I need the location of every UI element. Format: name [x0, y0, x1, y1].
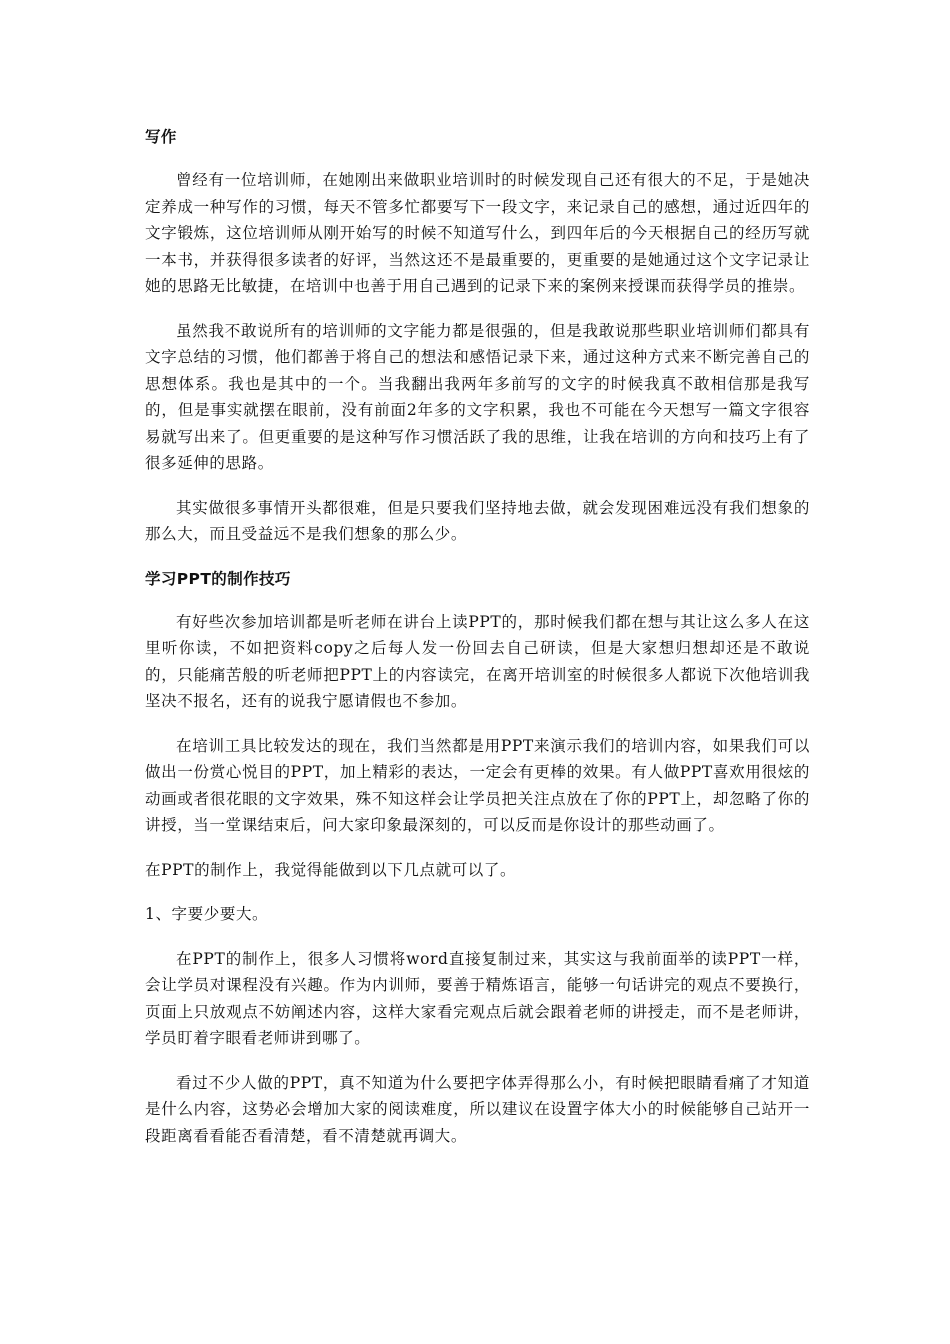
section-heading-writing: 写作 [145, 128, 177, 146]
paragraph: 曾经有一位培训师，在她刚出来做职业培训时的时候发现自己还有很大的不足，于是她决定养成一种写作的习惯，每天不管多忙都要写下一段文字，来记录自己的感想，通过近四年的文字锻炼，这位培训师从刚开始写的时候不知道写什么，到四年后的今天根据自己的经历写就一本书，并获得很多读者的好评，当然这还不是最重要的，更重要的是她通过这个文字记录让她的思路无比敏捷，在培训中也善于用自己遇到的记录下来的案例来授课而获得学员的推崇。 [145, 171, 810, 295]
paragraph: 有好些次参加培训都是听老师在讲台上读PPT的，那时候我们都在想与其让这么多人在这里听你读，不如把资料copy之后每人发一份回去自己研读，但是大家想归想却还是不敢说的，只能痛苦般的听老师把PPT上的内容读完，在离开培训室的时候很多人都说下次他培训我坚决不报名，还有的说我宁愿请假也不参加。 [145, 612, 810, 710]
section-heading-ppt: 学习PPT的制作技巧 [145, 569, 291, 588]
paragraph: 看过不少人做的PPT，真不知道为什么要把字体弄得那么小，有时候把眼睛看痛了才知道是什么内容，这势必会增加大家的阅读难度，所以建议在设置字体大小的时候能够自己站开一段距离看看能否看清楚，看不清楚就再调大。 [145, 1073, 810, 1145]
paragraph: 在培训工具比较发达的现在，我们当然都是用PPT来演示我们的培训内容，如果我们可以做出一份赏心悦目的PPT，加上精彩的表达，一定会有更棒的效果。有人做PPT喜欢用很炫的动画或者很花眼的文字效果，殊不知这样会让学员把关注点放在了你的PPT上，却忽略了你的讲授，当一堂课结束后，问大家印象最深刻的，可以反而是你设计的那些动画了。 [145, 736, 810, 834]
paragraph: 虽然我不敢说所有的培训师的文字能力都是很强的，但是我敢说那些职业培训师们都具有文字总结的习惯，他们都善于将自己的想法和感悟记录下来，通过这种方式来不断完善自己的思想体系。我也是其中的一个。当我翻出我两年多前写的文字的时候我真不敢相信那是我写的，但是事实就摆在眼前，没有前面2年多的文字积累，我也不可能在今天想写一篇文字很容易就写出来了。但更重要的是这种写作习惯活跃了我的思维，让我在培训的方向和技巧上有了很多延伸的思路。 [145, 321, 810, 472]
paragraph: 其实做很多事情开头都很难，但是只要我们坚持地去做，就会发现困难远没有我们想象的那么大，而且受益远不是我们想象的那么少。 [145, 498, 810, 543]
paragraph: 在PPT的制作上，很多人习惯将word直接复制过来，其实这与我前面举的读PPT一样，会让学员对课程没有兴趣。作为内训师，要善于精炼语言，能够一句话讲完的观点不要换行，页面上只放观点不妨阐述内容，这样大家看完观点后就会跟着老师的讲授走，而不是老师讲，学员盯着字眼看老师讲到哪了。 [145, 949, 810, 1047]
document-body [145, 124, 810, 1149]
paragraph-intro: 在PPT的制作上，我觉得能做到以下几点就可以了。 [145, 860, 517, 879]
list-point-heading: 1、字要少要大。 [145, 905, 269, 923]
